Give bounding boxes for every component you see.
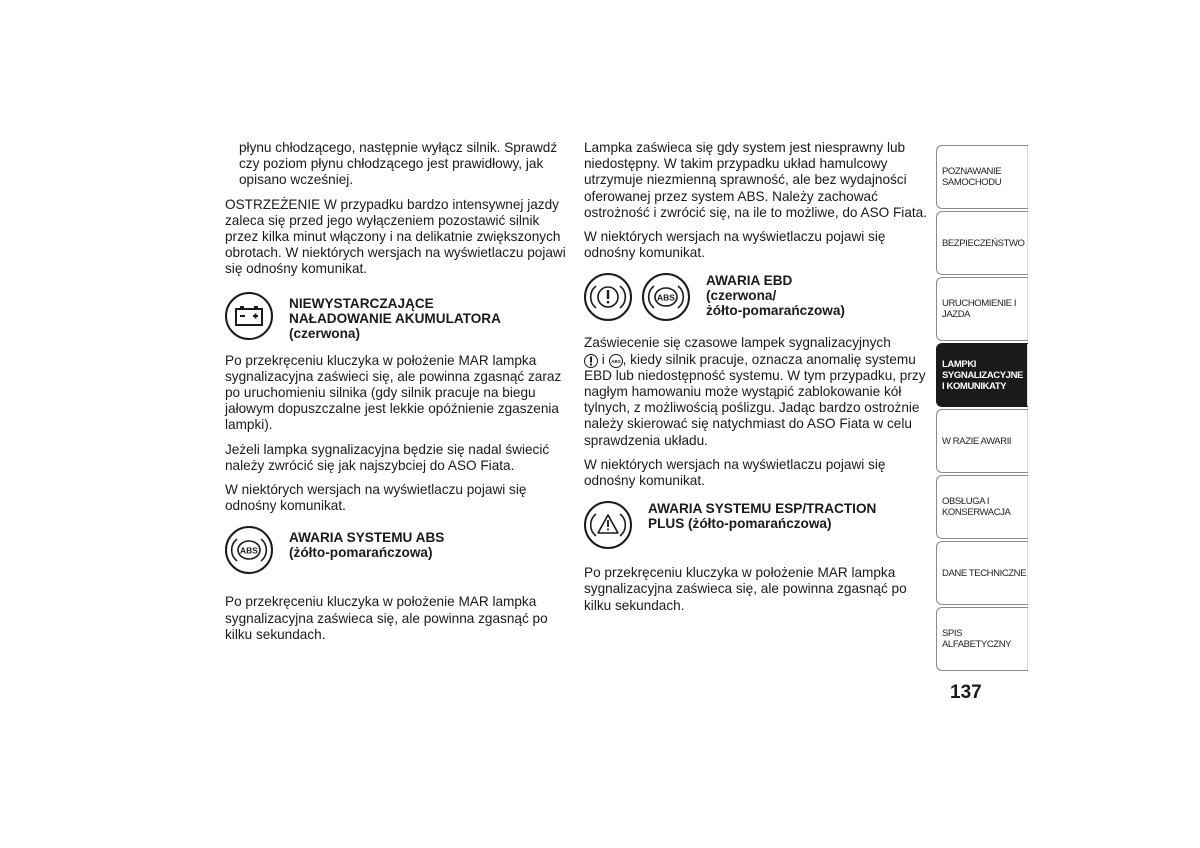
- battery-warning-title: NIEWYSTARCZAJĄCE NAŁADOWANIE AKUMULATORA (czerwona): [289, 295, 501, 341]
- brake-warning-icon: [584, 354, 598, 368]
- page-number: 137: [950, 682, 982, 703]
- svg-text:ABS: ABS: [240, 545, 258, 556]
- tab-uruchomienie-i-jazda[interactable]: URUCHOMIENIE I JAZDA: [936, 277, 1028, 341]
- tab-w-razie-awarii[interactable]: W RAZIE AWARII: [936, 409, 1028, 473]
- ebd-warning-title: AWARIA EBD (czerwona/ żółto-pomarańczowa): [706, 273, 845, 319]
- tab-bezpieczenstwo[interactable]: BEZPIECZEŃSTWO: [936, 211, 1028, 275]
- abs-warning-title: AWARIA SYSTEMU ABS (żółto-pomarańczowa): [289, 530, 445, 561]
- abs-warning-icon: [609, 354, 623, 368]
- esp-warning-section: [584, 501, 929, 549]
- svg-text:ABS: ABS: [657, 292, 675, 303]
- paragraph: Lampka zaświeca się gdy system jest niesprawny lub niedostępny. W takim przypadku układ hamulcowy utrzymuje niezmienną sprawność, ale bez wydajności oferowanej przez system ABS. Należy zachować ostrożność i zwrócić się, na ile to możliwe, do ASO Fiata.: [584, 140, 927, 220]
- paragraph: W niektórych wersjach na wyświetlaczu pojawi się odnośny komunikat.: [225, 482, 527, 514]
- battery-warning-section: [225, 292, 570, 341]
- paragraph: płynu chłodzącego, następnie wyłącz silnik. Sprawdź czy poziom płynu chłodzącego jest prawidłowy, jak opisano wcześniej.: [239, 140, 558, 188]
- tab-spis-alfabetyczny[interactable]: SPIS ALFABETYCZNY: [936, 607, 1028, 671]
- paragraph: OSTRZEŻENIE W przypadku bardzo intensywnej jazdy zaleca się przed jego wyłączeniem pozostawić silnik przez kilka minut włączony i na delikatnie zwiększonych obrotach. W niektórych wersjach na wyświetlaczu pojawi się odnośny komunikat.: [225, 196, 566, 277]
- battery-warning-icon: [225, 292, 273, 340]
- left-column: [225, 140, 570, 651]
- paragraph: Po przekręceniu kluczyka w położenie MAR lampka sygnalizacyjna zaświeca się, ale powinna zgasnąć po kilku sekundach.: [225, 594, 548, 642]
- tab-lampki-sygnalizacyjne[interactable]: LAMPKI SYGNALIZACYJNE I KOMUNIKATY: [936, 343, 1028, 407]
- abs-warning-section: [225, 526, 570, 574]
- svg-text:ABS: ABS: [610, 358, 621, 364]
- tab-poznawanie-samochodu[interactable]: POZNAWANIE SAMOCHODU: [936, 145, 1028, 209]
- chapter-tabs: [936, 145, 1028, 673]
- abs-warning-icon: [225, 526, 273, 574]
- paragraph: Po przekręceniu kluczyka w położenie MAR lampka sygnalizacyjna zaświeci się, ale powinna zgasnąć zaraz po uruchomieniu silnika (gdy silnik pracuje na biegu jałowym dopuszczalne jest lekkie opóźnienie zgaszenia lampki).: [225, 352, 562, 433]
- right-column: [584, 140, 929, 622]
- paragraph: Zaświecenie się czasowe lampek sygnalizacyjnych i ABS , kiedy silnik pracuje, oznacza anomalię systemu EBD lub niedostępność systemu. W tym przypadku, przy nagłym hamowaniu może wystąpić zablokowanie kół tylnych, z możliwością poślizgu. Jadąc bardzo ostrożnie należy skierować się natychmiast do ASO Fiata w celu sprawdzenia układu.: [584, 335, 926, 448]
- abs-warning-icon: [642, 273, 690, 321]
- paragraph: Jeżeli lampka sygnalizacyjna będzie się nadal świecić należy zwrócić się jak najszybciej do ASO Fiata.: [225, 441, 550, 473]
- paragraph: W niektórych wersjach na wyświetlaczu pojawi się odnośny komunikat.: [584, 456, 886, 489]
- paragraph: Po przekręceniu kluczyka w położenie MAR lampka sygnalizacyjna zaświeca się, ale powinna zgasnąć po kilku sekundach.: [584, 565, 907, 613]
- esp-warning-icon: [584, 501, 632, 549]
- esp-warning-title: AWARIA SYSTEMU ESP/TRACTION PLUS (żółto-pomarańczowa): [648, 501, 877, 532]
- paragraph: W niektórych wersjach na wyświetlaczu pojawi się odnośny komunikat.: [584, 229, 886, 261]
- ebd-warning-section: [584, 273, 929, 321]
- brake-warning-icon: [584, 273, 632, 321]
- tab-obsluga-i-konserwacja[interactable]: OBSŁUGA I KONSERWACJA: [936, 475, 1028, 539]
- tab-dane-techniczne[interactable]: DANE TECHNICZNE: [936, 541, 1028, 605]
